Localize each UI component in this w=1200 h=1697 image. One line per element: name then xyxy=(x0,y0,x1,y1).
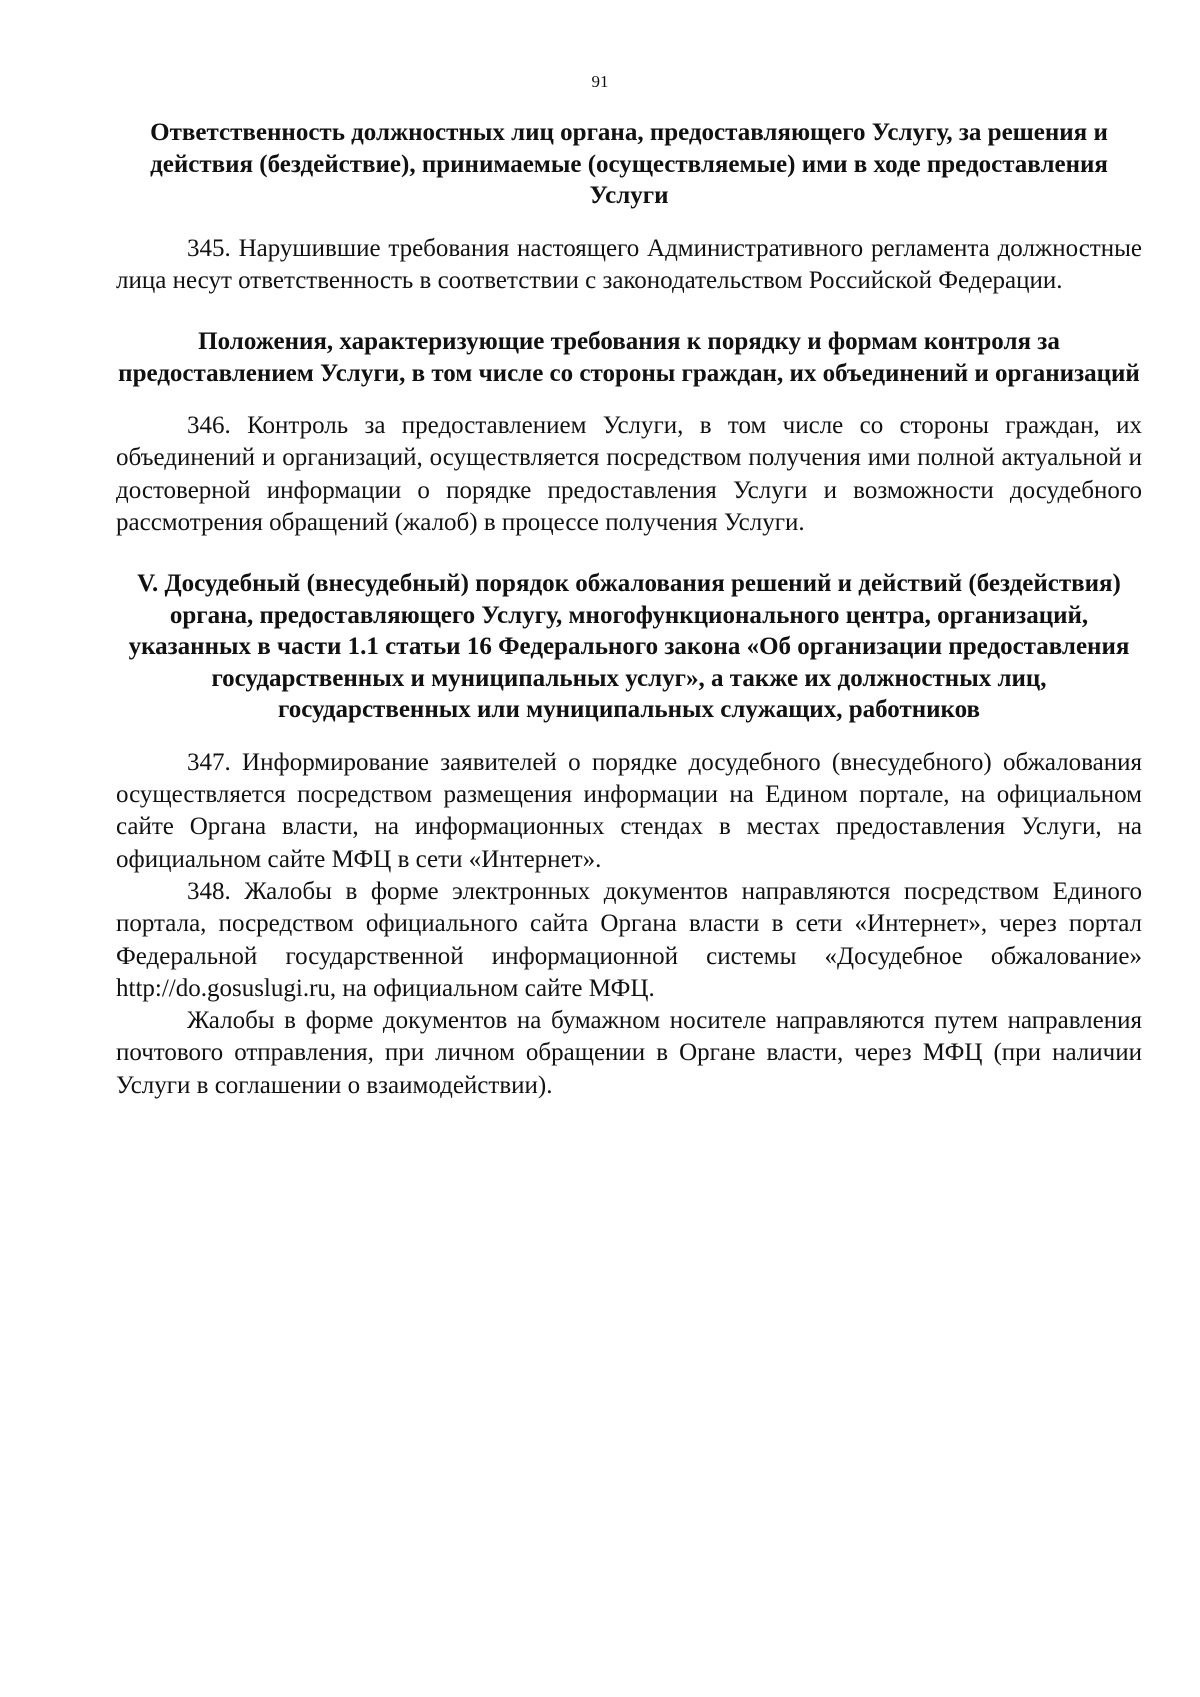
paragraph-paper-complaints: Жалобы в форме документов на бумажном носителе направляются путем направления почтового отправления, при личном обращении в Органе власти, через МФЦ (при наличии Услуги в соглашении о взаимодействии). xyxy=(116,1007,1142,1099)
page-number: 91 xyxy=(591,72,609,91)
paragraph-346: 346. Контроль за предоставлением Услуги, в том числе со стороны граждан, их объединений и организаций, осуществляется посредством получения ими полной актуальной и достоверной информации о порядке предоставления Услуги и возможности досудебного рассмотрения обращений (жалоб) в процессе получения Услуги. xyxy=(116,412,1142,536)
section-heading-control: Положения, характеризующие требования к порядку и формам контроля за предоставлением Услуги, в том числе со стороны граждан, их объединений и организаций xyxy=(118,328,1140,387)
paragraph-347: 347. Информирование заявителей о порядке досудебного (внесудебного) обжалования осуществляется посредством размещения информации на Едином портале, на официальном сайте Органа власти, на информационных стендах в местах предоставления Услуги, на официальном сайте МФЦ в сети «Интернет». xyxy=(116,748,1142,873)
document-body xyxy=(116,117,1142,1102)
section-heading-responsibility: Ответственность должностных лиц органа, предоставляющего Услугу, за решения и действия (бездействие), принимаемые (осуществляемые) ими в ходе предоставления Услуги xyxy=(150,119,1108,209)
paragraph-348: 348. Жалобы в форме электронных документов направляются посредством Единого портала, посредством официального сайта Органа власти в сети «Интернет», через портал Федеральной государственной информационной системы «Досудебное обжалование» http://do.gosuslugi.ru, на официальном сайте МФЦ. xyxy=(116,877,1142,1002)
section-heading-appeal: V. Досудебный (внесудебный) порядок обжалования решений и действий (бездействия) органа, предоставляющего Услугу, многофункционального центра, организаций, указанных в части 1.1 статьи 16 Федерального закона «Об организации предоставления государственных и муниципальных услуг», а также их должностных лиц, государственных или муниципальных служащих, работников xyxy=(128,570,1130,724)
paragraph-345: 345. Нарушившие требования настоящего Административного регламента должностные лица несут ответственность в соответствии с законодательством Российской Федерации. xyxy=(116,234,1142,294)
